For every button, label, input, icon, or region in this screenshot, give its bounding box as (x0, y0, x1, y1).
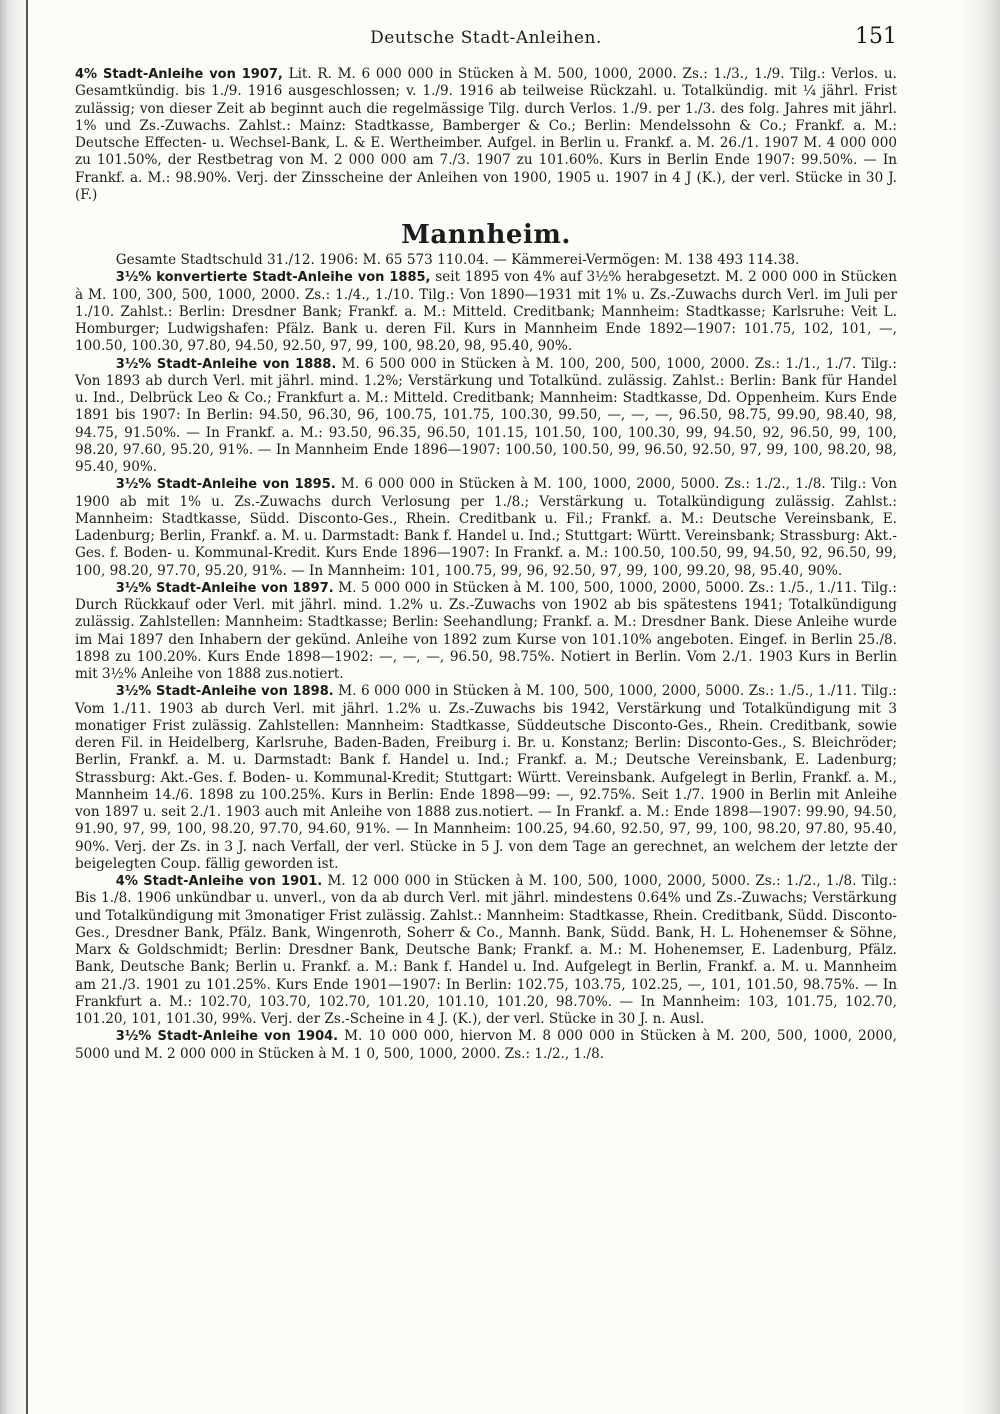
bond-entry (75, 683, 897, 873)
entry-title: 3½% Stadt-Anleihe von 1897. (115, 580, 334, 596)
entry-text: M. 6 000 000 in Stücken à M. 100, 500, 1000, 2000, 5000. Zs.: 1./5., 1./11. Tilg.: Vom 1./11. 1903 ab durch Verl. mit jährl. 1.2% u. Zs.-Zuwachs bis 1942, Verstärkung und Totalkündigung mit 3 monatiger Frist zulässig. Zahlstellen: Mannheim: Stadtkasse, Süddeutsche Disconto-Ges., Rhein. Creditbank, sowie deren Fil. in Heidelberg, Karlsruhe, Baden-Baden, Freiburg i. Br. u. Konstanz; Berlin: Disconto-Ges., S. Bleichröder; Berlin, Frankf. a. M. u. Darmstadt: Bank f. Handel u. Ind.; Frankf. a. M.; Deutsche Vereinsbank, E. Ladenburg; Strassburg: Akt.-Ges. f. Boden- u. Kommunal-Kredit; Stuttgart: Württ. Vereinsbank. Aufgelegt in Berlin, Frankf. a. M., Mannheim 14./6. 1898 zu 100.25%. Kurs in Berlin: Ende 1898—99: —, 92.75%. Seit 1./7. 1900 in Berlin mit Anleihe von 1897 u. seit 2./1. 1903 auch mit Anleihe von 1888 zus.notiert. — In Frankf. a. M.: Ende 1898—1907: 99.90, 94.50, 91.90, 97, 99, 100, 98.20, 97.70, 94.60, 91%. — In Mannheim: 100.25, 94.60, 92.50, 97, 99, 100, 98.20, 97.80, 95.40, 90%. Verj. der Zs. in 3 J. nach Verfall, der verl. Stücke in 5 J. von dem Tage an gerechnet, an welchem der letzte der beigelegten Coup. fällig geworden ist. (75, 683, 897, 872)
entry-title: 3½% konvertierte Stadt-Anleihe von 1885, (115, 270, 431, 286)
entry-title: 3½% Stadt-Anleihe von 1888. (115, 356, 337, 372)
bond-entry (75, 1028, 897, 1063)
bond-entry (75, 580, 897, 684)
entry-title: 4% Stadt-Anleihe von 1907, (75, 67, 283, 82)
bond-entry (75, 873, 897, 1028)
entry-text: M. 10 000 000, hiervon M. 8 000 000 in Stücken à M. 200, 500, 1000, 2000, 5000 und M. 2 000 000 in Stücken à M. 1 0, 500, 1000, 2000. Zs.: 1./2., 1./8. (75, 1028, 897, 1062)
bond-entry (75, 476, 897, 580)
city-debt-line: Gesamte Stadtschuld 31./12. 1906: M. 65 573 110.04. — Kämmerei-Vermögen: M. 138 493 114.38. (115, 252, 800, 268)
entry-title: 3½% Stadt-Anleihe von 1904. (115, 1029, 339, 1045)
entry-text: Lit. R. M. 6 000 000 in Stücken à M. 500, 1000, 2000. Zs.: 1./3., 1./9. Tilg.: Verlos. u. Gesamtkündig. bis 1./9. 1916 ausgeschlossen; v. 1./9. 1916 ab teilweise Rückzahl. u. Totalkündig. mit ¼ jährl. Frist zulässig; von dieser Zeit ab beginnt auch die regelmässige Tilg. durch Verlos. 1./9. per 1./3. des folg. Jahres mit jährl. 1% und Zs.-Zuwachs. Zahlst.: Mainz: Stadtkasse, Bamberger & Co.; Berlin: Mendelssohn & Co.; Frankf. a. M.: Deutsche Effecten- u. Wechsel-Bank, L. & E. Wertheimber. Aufgel. in Berlin u. Frankf. a. M. 26./1. 1907 M. 4 000 000 zu 101.50%, der Restbetrag von M. 2 000 000 am 7./3. 1907 zu 101.60%. Kurs in Berlin Ende 1907: 99.50%. — In Frankf. a. M.: 98.90%. Verj. der Zinsscheine der Anleihen von 1900, 1905 u. 1907 in 4 J (K.), der verl. Stücke in 30 J. (F.) (75, 66, 897, 203)
page-right-margin-shadow (960, 0, 1000, 1414)
entry-text: M. 5 000 000 in Stücken à M. 100, 500, 1000, 2000, 5000. Zs.: 1./5., 1./11. Tilg.: Durch Rückkauf oder Verl. mit jährl. mind. 1.2% u. Zs.-Zuwachs von 1902 ab bis spätestens 1941; Totalkündigung zulässig. Zahlstellen: Mannheim: Stadtkasse; Berlin: Seehandlung; Frankf. a. M.: Dresdner Bank. Diese Anleihe wurde im Mai 1897 den Inhabern der gekünd. Anleihe von 1892 zum Kurse von 101.10% angeboten. Eingef. in Berlin 25./8. 1898 zu 100.20%. Kurs Ende 1898—1902: —, —, —, 96.50, 98.75%. Notiert in Berlin. Vom 2./1. 1903 Kurs in Berlin mit 3½% Anleihe von 1888 zus.notiert. (75, 579, 897, 682)
page-header (75, 24, 897, 56)
continued-entry (75, 66, 897, 204)
running-head: Deutsche Stadt-Anleihen. (370, 28, 602, 48)
entry-title: 3½% Stadt-Anleihe von 1895. (115, 477, 336, 493)
binding-edge-line (26, 0, 28, 1414)
city-heading: Mannheim. (401, 220, 571, 250)
bond-entry (75, 356, 897, 477)
entry-text: M. 6 500 000 in Stücken à M. 100, 200, 500, 1000, 2000. Zs.: 1./1., 1./7. Tilg.: Von 1893 ab durch Verl. mit jährl. mind. 1.2%; Verstärkung und Totalkünd. zulässig. Zahlst.: Berlin: Bank für Handel u. Ind., Delbrück Leo & Co.; Frankfurt a. M.: Mitteld. Creditbank; Mannheim: Stadtkasse, Dd. Oppenheim. Kurs Ende 1891 bis 1907: In Berlin: 94.50, 96.30, 96, 100.75, 101.75, 100.30, 99.50, —, —, —, 96.50, 98.75, 99.90, 98.40, 98, 94.75, 91.50%. — In Frankf. a. M.: 93.50, 96.35, 96.50, 101.15, 101.50, 100, 100.30, 99, 94.50, 92, 96.50, 99, 100, 98.20, 97.60, 95.20, 91%. — In Mannheim Ende 1896—1907: 100.50, 100.50, 99, 96.50, 92.50, 97, 99, 100, 98.20, 98, 95.40, 90%. (75, 355, 897, 475)
entry-title: 4% Stadt-Anleihe von 1901. (115, 874, 323, 889)
entry-text: M. 6 000 000 in Stücken à M. 100, 1000, 2000, 5000. Zs.: 1./2., 1./8. Tilg.: Von 1900 ab mit 1% u. Zs.-Zuwachs durch Verlosung per 1./8.; Verstärkung u. Totalkündigung zulässig. Zahlst.: Mannheim: Stadtkasse, Südd. Disconto-Ges., Rhein. Creditbank u. Fil.; Frankf. a. M.: Deutsche Vereinsbank, E. Ladenburg; Berlin, Frankf. a. M. u. Darmstadt: Bank f. Handel u. Ind.; Stuttgart: Württ. Vereinsbank; Strassburg: Akt.-Ges. f. Boden- u. Kommunal-Kredit. Kurs Ende 1896—1907: In Frankf. a. M.: 100.50, 100.50, 99, 94.50, 92, 96.50, 99, 100, 98.20, 97.70, 95.20, 91%. — In Mannheim: 101, 100.75, 99, 96, 92.50, 97, 99, 100, 99.20, 98, 95.40, 90%. (75, 476, 897, 579)
page-number: 151 (855, 24, 897, 49)
entry-text: M. 12 000 000 in Stücken à M. 100, 500, 1000, 2000, 5000. Zs.: 1./2., 1./8. Tilg.: Bis 1./8. 1906 unkündbar u. unverl., von da ab durch Verl. mit jährl. mindestens 0.64% und Zs.-Zuwachs; Verstärkung und Totalkündigung mit 3monatiger Frist zulässig. Zahlst.: Mannheim: Stadtkasse, Rhein. Creditbank, Südd. Disconto-Ges., Dresdner Bank, Pfälz. Bank, Wingenroth, Soherr & Co., Mannh. Bank, Südd. Bank, H. L. Hohenemser & Söhne, Marx & Goldschmidt; Berlin: Dresdner Bank, Deutsche Bank; Frankf. a. M.: M. Hohenemser, E. Ladenburg, Pfälz. Bank, Deutsche Bank; Berlin u. Frankf. a. M.: Bank f. Handel u. Ind. Aufgelegt in Berlin, Frankf. a. M. u. Mannheim am 21./3. 1901 zu 101.25%. Kurs Ende 1901—1907: In Berlin: 102.75, 103.75, 102.25, —, 101, 101.50, 98.75%. — In Frankfurt a. M.: 102.70, 103.70, 102.70, 101.20, 101.10, 101.20, 98.70%. — In Mannheim: 103, 101.75, 102.70, 101.20, 101, 101.30, 99%. Verj. der Zs.-Scheine in 4 J. (K.), der verl. Stücke in 30 J. n. Ausl. (75, 873, 898, 1027)
entry-title: 3½% Stadt-Anleihe von 1898. (115, 684, 334, 700)
entry-text: seit 1895 von 4% auf 3½% herabgesetzt. M. 2 000 000 in Stücken à M. 100, 300, 500, 1000, 2000. Zs.: 1./4., 1./10. Tilg.: Von 1890—1931 mit 1% u. Zs.-Zuwachs durch Verl. im Juli per 1./10. Zahlst.: Berlin: Dresdner Bank; Frankf. a. M.: Mitteld. Creditbank; Mannheim: Stadtkasse; Karlsruhe: Veit L. Homburger; Ludwigshafen: Pfälz. Bank u. deren Fil. Kurs in Mannheim Ende 1892—1907: 101.75, 102, 101, —, 100.50, 100.30, 97.80, 94.50, 92.50, 97, 99, 100, 98.20, 98, 95.40, 90%. (75, 269, 897, 355)
bond-entry (75, 269, 897, 355)
page-left-margin-shadow (0, 0, 26, 1414)
page-body (75, 66, 897, 1063)
